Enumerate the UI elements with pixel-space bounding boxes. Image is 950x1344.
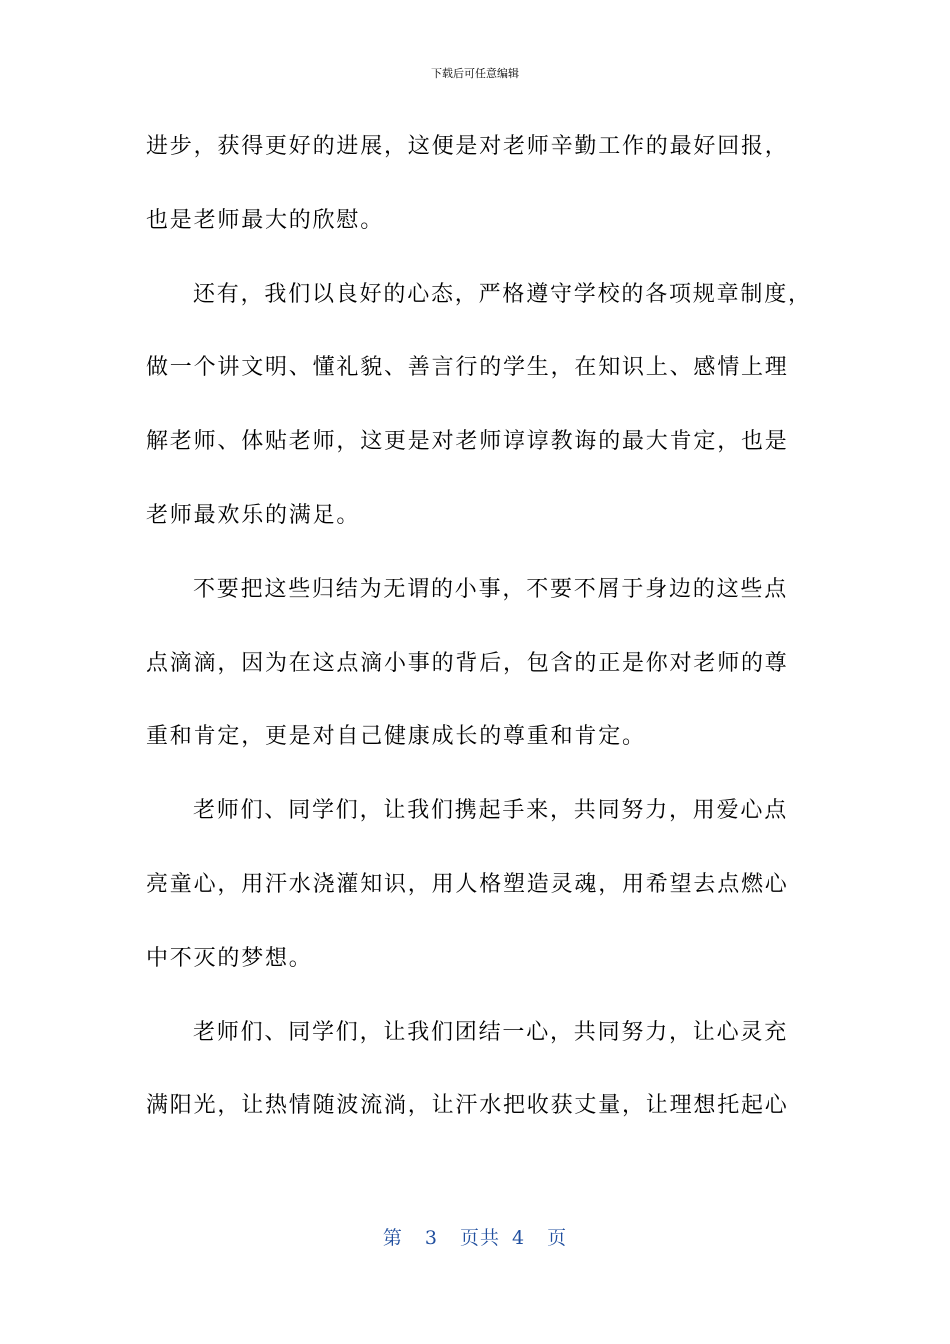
footer-suffix: 页 — [547, 1227, 568, 1249]
footer-total-pages: 4 — [512, 1227, 526, 1249]
text-line: 做一个讲文明、懂礼貌、善言行的学生，在知识上、感情上理 — [146, 355, 789, 381]
text-line: 进步，获得更好的进展，这便是对老师辛勤工作的最好回报， — [146, 134, 789, 159]
text-line: 也是老师最大的欣慰。 — [146, 207, 385, 233]
text-line: 满阳光，让热情随波流淌，让汗水把收获丈量，让理想托起心 — [146, 1093, 789, 1119]
text-line: 点滴滴，因为在这点滴小事的背后，包含的正是你对老师的尊 — [146, 650, 789, 676]
document-body — [146, 110, 812, 1143]
page-header — [0, 66, 950, 82]
text-line: 重和肯定，更是对自己健康成长的尊重和肯定。 — [146, 724, 646, 750]
text-line: 中不灭的梦想。 — [146, 945, 313, 971]
footer-middle: 页共 — [459, 1227, 500, 1249]
footer-current-page: 3 — [424, 1227, 438, 1249]
text-line: 解老师、体贴老师，这更是对老师谆谆教诲的最大肯定，也是 — [146, 429, 789, 455]
paragraph-first-line: 老师们、同学们，让我们携起手来，共同努力，用爱心点 — [193, 798, 789, 824]
paragraph-first-line: 老师们、同学们，让我们团结一心，共同努力，让心灵充 — [193, 1019, 789, 1045]
page-number-footer — [0, 1224, 950, 1252]
text-line: 亮童心，用汗水浇灌知识，用人格塑造灵魂，用希望去点燃心 — [146, 871, 789, 897]
paragraph-first-line: 还有，我们以良好的心态，严格遵守学校的各项规章制度， — [193, 281, 812, 307]
text-line: 老师最欢乐的满足。 — [146, 502, 361, 528]
footer-prefix: 第 — [382, 1227, 403, 1249]
paragraph-first-line: 不要把这些归结为无谓的小事，不要不屑于身边的这些点 — [193, 576, 789, 602]
header-text: 下载后可任意编辑 — [431, 67, 519, 80]
